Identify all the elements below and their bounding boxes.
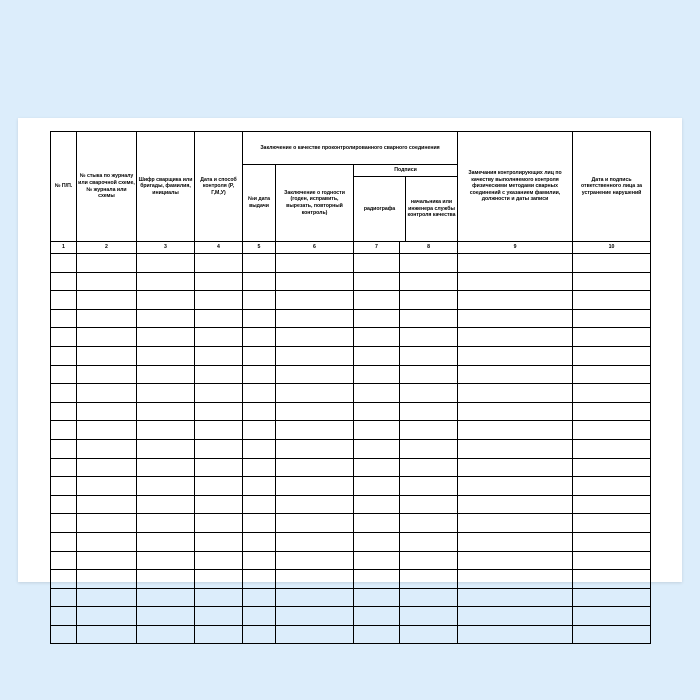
table-cell[interactable] [276, 402, 354, 421]
table-cell[interactable] [458, 254, 573, 273]
table-row[interactable] [51, 272, 651, 291]
table-cell[interactable] [77, 625, 137, 644]
table-cell[interactable] [400, 588, 458, 607]
table-cell[interactable] [458, 346, 573, 365]
table-cell[interactable] [354, 365, 400, 384]
table-cell[interactable] [51, 607, 77, 626]
table-cell[interactable] [573, 570, 651, 589]
table-cell[interactable] [573, 272, 651, 291]
table-cell[interactable] [137, 402, 195, 421]
table-cell[interactable] [243, 570, 276, 589]
table-row[interactable] [51, 588, 651, 607]
header-cell-signatures-wrap [354, 165, 458, 242]
table-cell[interactable] [400, 570, 458, 589]
table-cell[interactable] [276, 291, 354, 310]
table-cell[interactable] [77, 477, 137, 496]
table-cell[interactable] [276, 365, 354, 384]
table-cell[interactable] [400, 551, 458, 570]
table-cell[interactable] [243, 458, 276, 477]
table-cell[interactable] [354, 458, 400, 477]
table-row[interactable] [51, 458, 651, 477]
table-cell[interactable] [51, 272, 77, 291]
table-cell[interactable] [77, 514, 137, 533]
table-row[interactable] [51, 477, 651, 496]
table-cell[interactable] [243, 328, 276, 347]
column-number-8: 8 [400, 242, 458, 254]
column-number-3: 3 [137, 242, 195, 254]
table-cell[interactable] [458, 309, 573, 328]
table-cell[interactable] [400, 625, 458, 644]
table-cell[interactable] [354, 328, 400, 347]
table-cell[interactable] [243, 384, 276, 403]
table-cell[interactable] [354, 607, 400, 626]
table-cell[interactable] [137, 309, 195, 328]
table-cell[interactable] [276, 477, 354, 496]
table-cell[interactable] [458, 607, 573, 626]
table-row[interactable] [51, 439, 651, 458]
table-body [51, 254, 651, 644]
table-cell[interactable] [195, 421, 243, 440]
document-page [18, 118, 682, 582]
table-cell[interactable] [573, 625, 651, 644]
table-cell[interactable] [77, 588, 137, 607]
table-cell[interactable] [195, 588, 243, 607]
table-column-numbers-row [51, 242, 651, 254]
header-cell-doc-no-date: №и дата выдачи [243, 165, 276, 242]
table-row[interactable] [51, 346, 651, 365]
table-cell[interactable] [243, 365, 276, 384]
table-cell[interactable] [354, 254, 400, 273]
table-cell[interactable] [458, 328, 573, 347]
header-cell-joint-number: № стыка по журналу или сварочной схеме, № журнала или схемы [77, 132, 137, 242]
table-cell[interactable] [573, 551, 651, 570]
table-cell[interactable] [276, 588, 354, 607]
table-cell[interactable] [137, 365, 195, 384]
table-cell[interactable] [354, 291, 400, 310]
table-cell[interactable] [51, 477, 77, 496]
table-cell[interactable] [400, 514, 458, 533]
table-cell[interactable] [51, 570, 77, 589]
table-cell[interactable] [573, 607, 651, 626]
table-cell[interactable] [458, 495, 573, 514]
table-cell[interactable] [458, 458, 573, 477]
table-cell[interactable] [195, 607, 243, 626]
table-cell[interactable] [243, 272, 276, 291]
table-cell[interactable] [354, 551, 400, 570]
table-cell[interactable] [458, 291, 573, 310]
column-number-6: 6 [276, 242, 354, 254]
table-cell[interactable] [137, 532, 195, 551]
table-cell[interactable] [195, 328, 243, 347]
table-cell[interactable] [51, 346, 77, 365]
table-cell[interactable] [195, 458, 243, 477]
table-cell[interactable] [77, 384, 137, 403]
table-cell[interactable] [276, 570, 354, 589]
header-cell-conclusion-group: Заключение о качестве проконтролированного сварного соединения [243, 132, 458, 165]
table-cell[interactable] [573, 421, 651, 440]
header-cell-signatures-group: Подписи [354, 165, 457, 177]
table-cell[interactable] [243, 346, 276, 365]
table-cell[interactable] [354, 439, 400, 458]
column-number-4: 4 [195, 242, 243, 254]
table-cell[interactable] [400, 291, 458, 310]
table-cell[interactable] [51, 384, 77, 403]
table-cell[interactable] [195, 570, 243, 589]
table-cell[interactable] [137, 254, 195, 273]
table-cell[interactable] [573, 588, 651, 607]
table-cell[interactable] [137, 346, 195, 365]
table-cell[interactable] [195, 291, 243, 310]
table-row[interactable] [51, 402, 651, 421]
table-cell[interactable] [51, 421, 77, 440]
table-cell[interactable] [354, 514, 400, 533]
table-cell[interactable] [458, 272, 573, 291]
column-number-9: 9 [458, 242, 573, 254]
table-cell[interactable] [137, 514, 195, 533]
table-cell[interactable] [51, 514, 77, 533]
table-row[interactable] [51, 384, 651, 403]
table-row[interactable] [51, 551, 651, 570]
table-cell[interactable] [573, 309, 651, 328]
column-number-1: 1 [51, 242, 77, 254]
table-row[interactable] [51, 607, 651, 626]
table-cell[interactable] [77, 254, 137, 273]
table-cell[interactable] [195, 551, 243, 570]
table-cell[interactable] [195, 254, 243, 273]
table-cell[interactable] [51, 254, 77, 273]
table-cell[interactable] [400, 495, 458, 514]
table-cell[interactable] [276, 514, 354, 533]
table-cell[interactable] [573, 291, 651, 310]
table-row[interactable] [51, 625, 651, 644]
table-cell[interactable] [400, 328, 458, 347]
table-cell[interactable] [573, 458, 651, 477]
table-cell[interactable] [243, 588, 276, 607]
table-cell[interactable] [195, 514, 243, 533]
table-cell[interactable] [51, 402, 77, 421]
table-row[interactable] [51, 365, 651, 384]
table-cell[interactable] [400, 272, 458, 291]
table-cell[interactable] [77, 495, 137, 514]
table-cell[interactable] [573, 514, 651, 533]
table-cell[interactable] [77, 365, 137, 384]
table-cell[interactable] [51, 532, 77, 551]
table-cell[interactable] [458, 477, 573, 496]
table-cell[interactable] [77, 402, 137, 421]
table-cell[interactable] [243, 254, 276, 273]
table-cell[interactable] [573, 346, 651, 365]
table-cell[interactable] [458, 570, 573, 589]
header-cell-welder-code: Шифр сварщика или бригады, фамилия, инициалы [137, 132, 195, 242]
table-cell[interactable] [137, 458, 195, 477]
header-cell-number: № П/П. [51, 132, 77, 242]
table-cell[interactable] [77, 309, 137, 328]
table-row[interactable] [51, 514, 651, 533]
table-cell[interactable] [243, 607, 276, 626]
table-cell[interactable] [276, 607, 354, 626]
table-cell[interactable] [354, 421, 400, 440]
table-cell[interactable] [276, 346, 354, 365]
table-cell[interactable] [77, 421, 137, 440]
table-cell[interactable] [137, 439, 195, 458]
table-cell[interactable] [458, 588, 573, 607]
table-cell[interactable] [276, 625, 354, 644]
table-cell[interactable] [51, 551, 77, 570]
header-cell-signature-date: Дата и подпись ответственного лица за устранение нарушений [573, 132, 651, 242]
table-cell[interactable] [77, 458, 137, 477]
table-cell[interactable] [51, 625, 77, 644]
column-number-10: 10 [573, 242, 651, 254]
table-cell[interactable] [137, 625, 195, 644]
table-row[interactable] [51, 495, 651, 514]
table-cell[interactable] [573, 402, 651, 421]
table-cell[interactable] [354, 477, 400, 496]
table-cell[interactable] [400, 402, 458, 421]
table-cell[interactable] [243, 421, 276, 440]
table-cell[interactable] [276, 254, 354, 273]
table-cell[interactable] [276, 439, 354, 458]
table-cell[interactable] [195, 477, 243, 496]
table-cell[interactable] [573, 384, 651, 403]
table-cell[interactable] [51, 365, 77, 384]
table-cell[interactable] [137, 477, 195, 496]
table-cell[interactable] [400, 254, 458, 273]
table-cell[interactable] [195, 272, 243, 291]
table-cell[interactable] [458, 514, 573, 533]
table-cell[interactable] [195, 309, 243, 328]
table-cell[interactable] [400, 365, 458, 384]
table-cell[interactable] [354, 272, 400, 291]
table-cell[interactable] [77, 532, 137, 551]
table-cell[interactable] [276, 272, 354, 291]
table-cell[interactable] [573, 495, 651, 514]
table-cell[interactable] [243, 514, 276, 533]
table-cell[interactable] [137, 607, 195, 626]
table-cell[interactable] [51, 495, 77, 514]
table-cell[interactable] [458, 625, 573, 644]
table-cell[interactable] [243, 477, 276, 496]
table-cell[interactable] [51, 439, 77, 458]
column-number-2: 2 [77, 242, 137, 254]
table-cell[interactable] [458, 402, 573, 421]
table-cell[interactable] [573, 365, 651, 384]
table-cell[interactable] [243, 439, 276, 458]
table-cell[interactable] [354, 309, 400, 328]
table-cell[interactable] [354, 402, 400, 421]
header-cell-sig-chief: начальника или инженера службы контроля качества [407, 199, 456, 219]
table-cell[interactable] [137, 384, 195, 403]
table-cell[interactable] [137, 495, 195, 514]
table-cell[interactable] [195, 402, 243, 421]
table-cell[interactable] [573, 254, 651, 273]
table-cell[interactable] [276, 458, 354, 477]
header-cell-sig-radiographer: радиографа [354, 177, 406, 242]
table-cell[interactable] [137, 551, 195, 570]
table-cell[interactable] [458, 365, 573, 384]
table-cell[interactable] [243, 402, 276, 421]
table-cell[interactable] [77, 291, 137, 310]
table-cell[interactable] [195, 384, 243, 403]
header-cell-verdict: Заключение о годности (годен, исправить, вырезать, повторный контроль) [276, 165, 354, 242]
table-cell[interactable] [400, 346, 458, 365]
table-row[interactable] [51, 328, 651, 347]
table-cell[interactable] [77, 551, 137, 570]
table-cell[interactable] [243, 551, 276, 570]
table-cell[interactable] [400, 458, 458, 477]
table-cell[interactable] [195, 439, 243, 458]
table-cell[interactable] [137, 570, 195, 589]
table-row[interactable] [51, 309, 651, 328]
column-number-5: 5 [243, 242, 276, 254]
table-cell[interactable] [573, 532, 651, 551]
table-cell[interactable] [573, 328, 651, 347]
table-cell[interactable] [77, 328, 137, 347]
table-cell[interactable] [243, 309, 276, 328]
table-cell[interactable] [458, 439, 573, 458]
table-cell[interactable] [276, 309, 354, 328]
table-cell[interactable] [137, 291, 195, 310]
table-cell[interactable] [354, 625, 400, 644]
table-cell[interactable] [400, 439, 458, 458]
table-cell[interactable] [195, 625, 243, 644]
table-cell[interactable] [458, 551, 573, 570]
table-cell[interactable] [243, 291, 276, 310]
table-row[interactable] [51, 570, 651, 589]
table-cell[interactable] [276, 495, 354, 514]
table-cell[interactable] [137, 272, 195, 291]
table-cell[interactable] [195, 532, 243, 551]
header-cell-remarks: Замечания контролирующих лиц по качеству выполняемого контроля физическими методами сварных соединений с указанием фамилии, должности и даты записи [458, 132, 573, 242]
table-cell[interactable] [51, 309, 77, 328]
table-cell[interactable] [77, 439, 137, 458]
table-cell[interactable] [458, 532, 573, 551]
table-cell[interactable] [276, 328, 354, 347]
table-cell[interactable] [276, 421, 354, 440]
table-row[interactable] [51, 532, 651, 551]
table-cell[interactable] [77, 570, 137, 589]
table-cell[interactable] [354, 588, 400, 607]
column-number-7: 7 [354, 242, 400, 254]
table-cell[interactable] [243, 532, 276, 551]
table-cell[interactable] [400, 607, 458, 626]
table-row[interactable] [51, 254, 651, 273]
table-cell[interactable] [400, 421, 458, 440]
table-cell[interactable] [573, 477, 651, 496]
table-cell[interactable] [354, 532, 400, 551]
table-cell[interactable] [243, 625, 276, 644]
table-cell[interactable] [354, 346, 400, 365]
table-cell[interactable] [137, 421, 195, 440]
table-cell[interactable] [77, 607, 137, 626]
weld-inspection-log-table [50, 131, 651, 644]
table-cell[interactable] [458, 421, 573, 440]
table-header [51, 132, 651, 254]
table-cell[interactable] [137, 588, 195, 607]
table-cell[interactable] [276, 384, 354, 403]
table-cell[interactable] [354, 495, 400, 514]
table-cell[interactable] [195, 495, 243, 514]
table-cell[interactable] [51, 291, 77, 310]
table-cell[interactable] [137, 328, 195, 347]
table-cell[interactable] [573, 439, 651, 458]
table-cell[interactable] [276, 551, 354, 570]
table-cell[interactable] [458, 384, 573, 403]
table-cell[interactable] [400, 477, 458, 496]
table-cell[interactable] [195, 346, 243, 365]
table-row[interactable] [51, 291, 651, 310]
table-row[interactable] [51, 421, 651, 440]
table-header-top-row [51, 132, 651, 165]
table-cell[interactable] [354, 570, 400, 589]
table-cell[interactable] [51, 458, 77, 477]
table-cell[interactable] [276, 532, 354, 551]
table-cell[interactable] [51, 328, 77, 347]
table-cell[interactable] [354, 384, 400, 403]
table-cell[interactable] [51, 588, 77, 607]
table-cell[interactable] [77, 346, 137, 365]
table-cell[interactable] [400, 532, 458, 551]
table-cell[interactable] [195, 365, 243, 384]
table-cell[interactable] [77, 272, 137, 291]
header-cell-date-method: Дата и способ контроля (Р, Г,М,У) [195, 132, 243, 242]
table-cell[interactable] [400, 309, 458, 328]
table-cell[interactable] [400, 384, 458, 403]
table-cell[interactable] [243, 495, 276, 514]
